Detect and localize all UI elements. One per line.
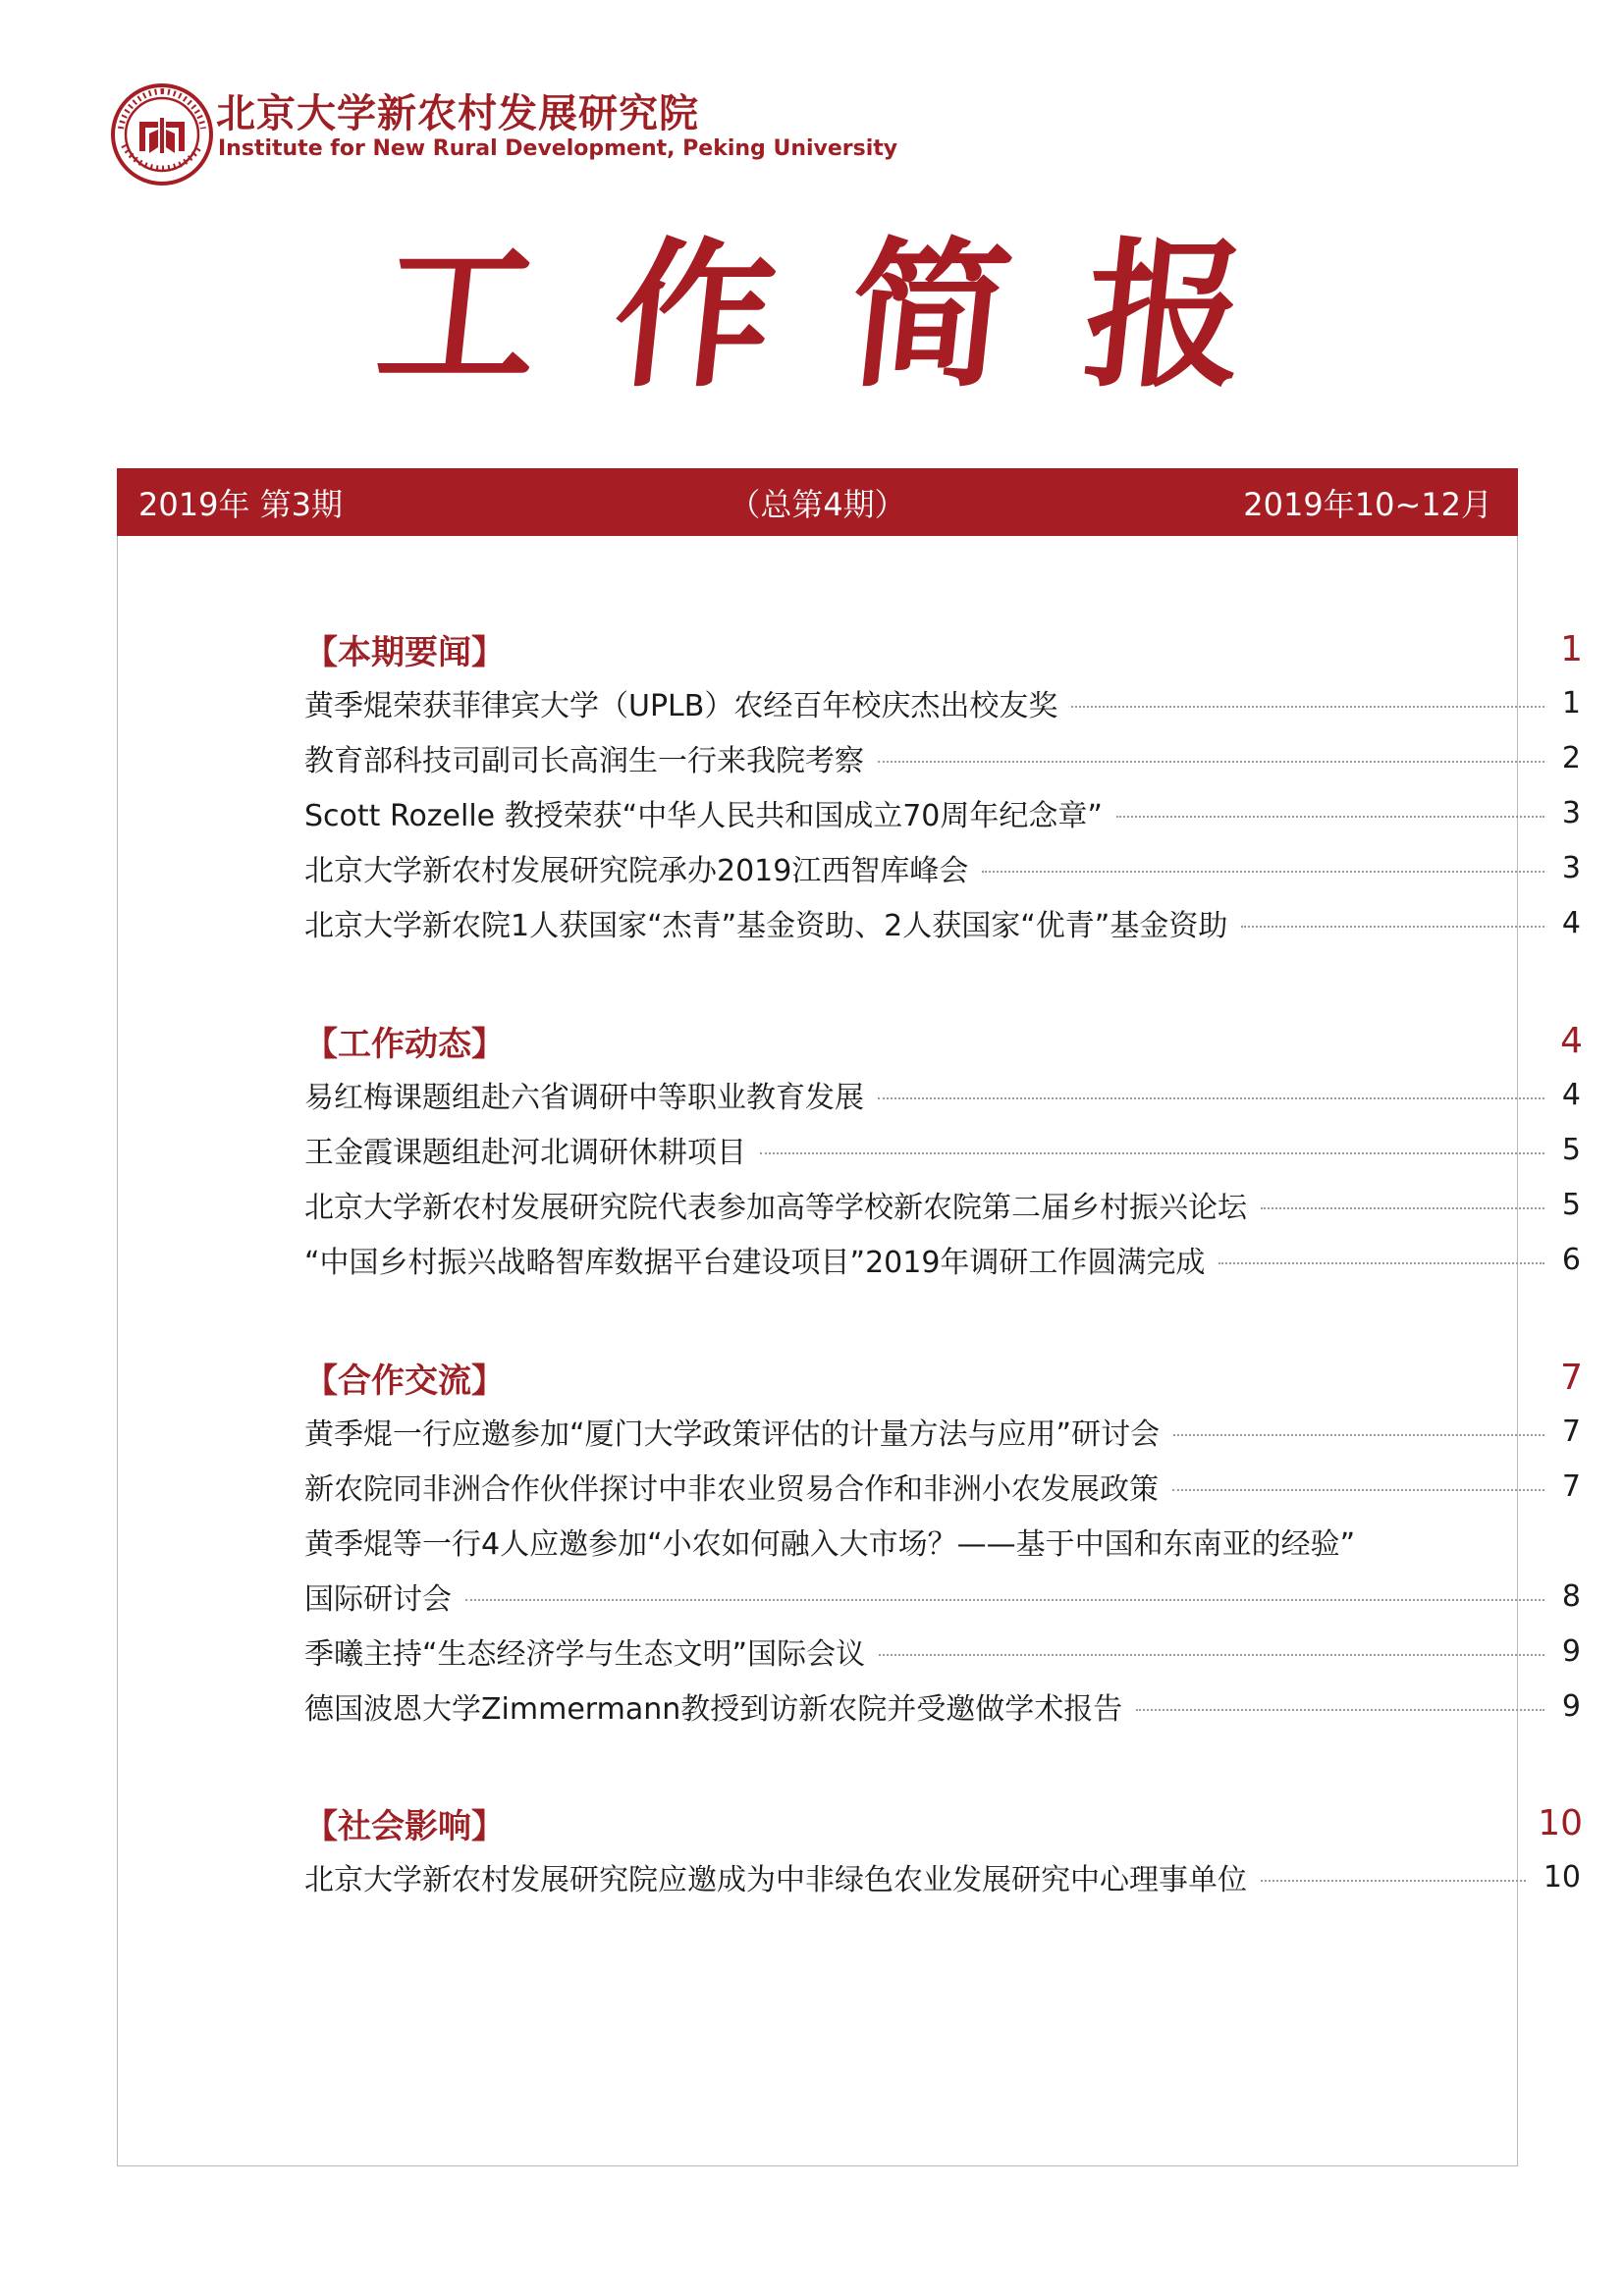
entry-page: 4 <box>1561 1077 1581 1112</box>
leader-dots <box>1173 1434 1544 1436</box>
leader-dots <box>1241 926 1544 928</box>
leader-dots <box>760 1152 1544 1154</box>
entry-page: 9 <box>1561 1633 1581 1669</box>
toc-entry[interactable] <box>304 682 1591 723</box>
toc-entry[interactable] <box>304 847 1591 888</box>
section-heading[interactable] <box>304 1800 1591 1845</box>
section-heading[interactable] <box>304 626 1591 671</box>
entry-page: 3 <box>1561 795 1581 830</box>
section-title: 【合作交流】 <box>304 1361 505 1401</box>
section-title: 【社会影响】 <box>304 1806 505 1846</box>
leader-dots <box>982 871 1544 873</box>
toc-entry[interactable] <box>304 1630 1591 1672</box>
entry-page: 7 <box>1561 1468 1581 1504</box>
toc-entry[interactable] <box>304 1129 1591 1170</box>
peking-university-logo-icon <box>110 82 214 187</box>
entry-title: 北京大学新农村发展研究院代表参加高等学校新农院第二届乡村振兴论坛 <box>304 1191 1247 1225</box>
toc-entry[interactable] <box>304 1856 1591 1897</box>
section-heading[interactable] <box>304 1355 1591 1400</box>
cumulative-issue: （总第4期） <box>729 485 906 523</box>
entry-title: 王金霞课题组赴河北调研休耕项目 <box>304 1136 746 1170</box>
issue-bar <box>117 468 1518 536</box>
toc-entry-continuation[interactable] <box>304 1575 1591 1617</box>
org-name-english: Institute for New Rural Development, Peking University <box>218 136 898 161</box>
leader-dots <box>1071 706 1544 708</box>
section-page: 4 <box>1560 1020 1583 1061</box>
entry-title: Scott Rozelle 教授荣获“中华人民共和国成立70周年纪念章” <box>304 799 1103 833</box>
entry-title: 季曦主持“生态经济学与生态文明”国际会议 <box>304 1637 866 1672</box>
entry-page: 1 <box>1561 685 1581 721</box>
org-name-chinese: 北京大学新农村发展研究院 <box>216 91 699 136</box>
entry-title: 教育部科技司副司长高润生一行来我院考察 <box>304 744 864 778</box>
section-title: 【本期要闻】 <box>304 632 505 672</box>
leader-dots <box>879 1654 1544 1656</box>
section-page: 1 <box>1560 628 1583 669</box>
toc-entry[interactable] <box>304 1411 1591 1452</box>
entry-page: 2 <box>1561 740 1581 775</box>
toc-entry[interactable] <box>304 1184 1591 1225</box>
entry-page: 9 <box>1561 1688 1581 1724</box>
entry-title: 黄季焜一行应邀参加“厦门大学政策评估的计量方法与应用”研讨会 <box>304 1417 1161 1452</box>
section-heading[interactable] <box>304 1018 1591 1063</box>
leader-dots <box>1172 1489 1544 1491</box>
entry-title: 黄季焜荣获菲律宾大学（UPLB）农经百年校庆杰出校友奖 <box>304 689 1058 723</box>
leader-dots <box>1218 1262 1543 1264</box>
section-page: 10 <box>1538 1802 1583 1843</box>
leader-dots <box>878 1097 1544 1099</box>
toc-entry[interactable] <box>304 1466 1591 1507</box>
entry-title: 易红梅课题组赴六省调研中等职业教育发展 <box>304 1081 864 1115</box>
toc-entry[interactable] <box>304 1685 1591 1727</box>
leader-dots <box>1261 1880 1526 1882</box>
toc-entry[interactable] <box>304 1074 1591 1115</box>
entry-page: 6 <box>1561 1242 1581 1277</box>
entry-title: “中国乡村振兴战略智库数据平台建设项目”2019年调研工作圆满完成 <box>304 1246 1206 1280</box>
entry-title: 国际研讨会 <box>304 1582 452 1617</box>
entry-page: 4 <box>1561 905 1581 940</box>
leader-dots <box>1116 816 1544 818</box>
entry-page: 5 <box>1561 1132 1581 1167</box>
entry-page: 10 <box>1543 1859 1581 1895</box>
toc-entry[interactable] <box>304 1521 1591 1562</box>
toc-entry[interactable] <box>304 792 1591 833</box>
toc-entry[interactable] <box>304 1239 1591 1280</box>
leader-dots <box>1261 1207 1544 1209</box>
bulletin-title: 工作简报 <box>369 223 1331 409</box>
entry-page: 8 <box>1561 1578 1581 1614</box>
entry-page: 7 <box>1561 1414 1581 1449</box>
entry-title: 北京大学新农村发展研究院应邀成为中非绿色农业发展研究中心理事单位 <box>304 1863 1247 1897</box>
issue-number: 2019年 第3期 <box>138 485 343 523</box>
leader-dots <box>878 761 1544 763</box>
issue-period: 2019年10~12月 <box>1243 485 1492 523</box>
entry-title: 北京大学新农村发展研究院承办2019江西智库峰会 <box>304 854 969 888</box>
contents-frame <box>117 536 1583 2166</box>
entry-title: 北京大学新农院1人获国家“杰青”基金资助、2人获国家“优青”基金资助 <box>304 909 1228 943</box>
entry-title: 德国波恩大学Zimmermann教授到访新农院并受邀做学术报告 <box>304 1692 1123 1727</box>
section-title: 【工作动态】 <box>304 1024 505 1064</box>
entry-page: 3 <box>1561 850 1581 885</box>
section-page: 7 <box>1560 1357 1583 1398</box>
leader-dots <box>465 1599 1544 1601</box>
toc-entry[interactable] <box>304 737 1591 778</box>
entry-title: 黄季焜等一行4人应邀参加“小农如何融入大市场？——基于中国和东南亚的经验” <box>304 1527 1356 1562</box>
entry-title: 新农院同非洲合作伙伴探讨中非农业贸易合作和非洲小农发展政策 <box>304 1472 1159 1507</box>
leader-dots <box>1136 1709 1544 1711</box>
entry-page: 5 <box>1561 1187 1581 1222</box>
toc-entry[interactable] <box>304 902 1591 943</box>
